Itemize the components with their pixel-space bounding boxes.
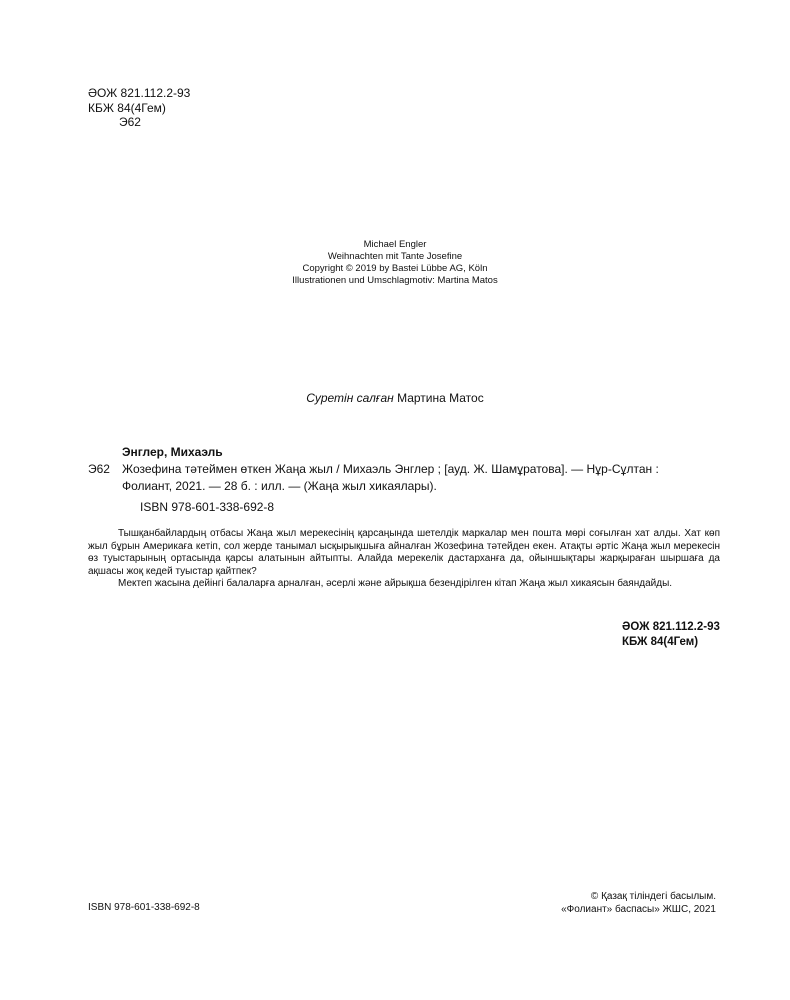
catalog-author: Энглер, Михаэль [122, 445, 223, 459]
original-edition-info [0, 239, 790, 287]
original-title: Weihnachten mit Tante Josefine [327, 251, 463, 262]
annotation-paragraph-1: Тышқанбайлардың отбасы Жаңа жыл мерекесінің қарсаңында шетелдік маркалар мен пошта мөрі соғылған хат алды. Хат көп жыл бұрын Америкаға кетіп, сол жерде танымал ысқырықшыға айналған Жозефина тәтейден екен. Атақты әртіс Жаңа жыл мерекесін өз туыстарының ортасында қарсы алатынын айтыпты. Алайда мерекелік дастарханға да, ойыншықтары жарқыраған шыршаға да ақшасы жоқ кедей туыстар қайтпек? [88, 528, 720, 577]
catalog-record [88, 444, 720, 495]
illustrator-name: Мартина Матос [393, 391, 484, 405]
original-copyright: Copyright © 2019 by Bastei Lübbe AG, Köln [302, 263, 488, 274]
bottom-bbk-code: КБЖ 84(4Гем) [622, 636, 699, 648]
bottom-udc-code: ӘОЖ 821.112.2-93 [622, 621, 720, 633]
catalog-entry-line1: Жозефина тәтеймен өткен Жаңа жыл / Михаэль Энглер ; [ауд. Ж. Шамұратова]. — Нұр-Сұлтан : [122, 462, 659, 476]
footer-isbn: ISBN 978-601-338-692-8 [88, 902, 200, 913]
annotation-paragraph-2: Мектеп жасына дейінгі балаларға арналған, әсерлі және айрықша безендірілген кітап Жаңа жыл хикаясын баяндайды. [118, 578, 673, 589]
original-author: Michael Engler [363, 239, 427, 250]
catalog-entry-line2: Фолиант, 2021. — 28 б. : илл. — (Жаңа жыл хикаялары). [122, 479, 437, 493]
footer-publisher-info [0, 890, 716, 916]
bbk-code: КБЖ 84(4Гем) [88, 100, 166, 115]
illustrator-label: Суретін салған [306, 391, 394, 405]
top-classification-codes [88, 86, 190, 130]
author-mark: Э62 [119, 115, 141, 129]
bottom-classification-codes [622, 620, 720, 650]
footer-copyright-line: © Қазақ тіліндегі басылым. [590, 891, 716, 902]
catalog-isbn: ISBN 978-601-338-692-8 [140, 500, 275, 514]
footer-publisher-line: «Фолиант» баспасы» ЖШС, 2021 [561, 904, 716, 915]
book-annotation [88, 528, 720, 591]
catalog-entry-row [88, 461, 720, 478]
original-illustrations: Illustrationen und Umschlagmotiv: Martina Matos [292, 275, 498, 286]
illustrator-credit [0, 391, 790, 405]
catalog-author-mark: Э62 [88, 462, 110, 476]
udc-code: ӘОЖ 821.112.2-93 [88, 86, 191, 100]
